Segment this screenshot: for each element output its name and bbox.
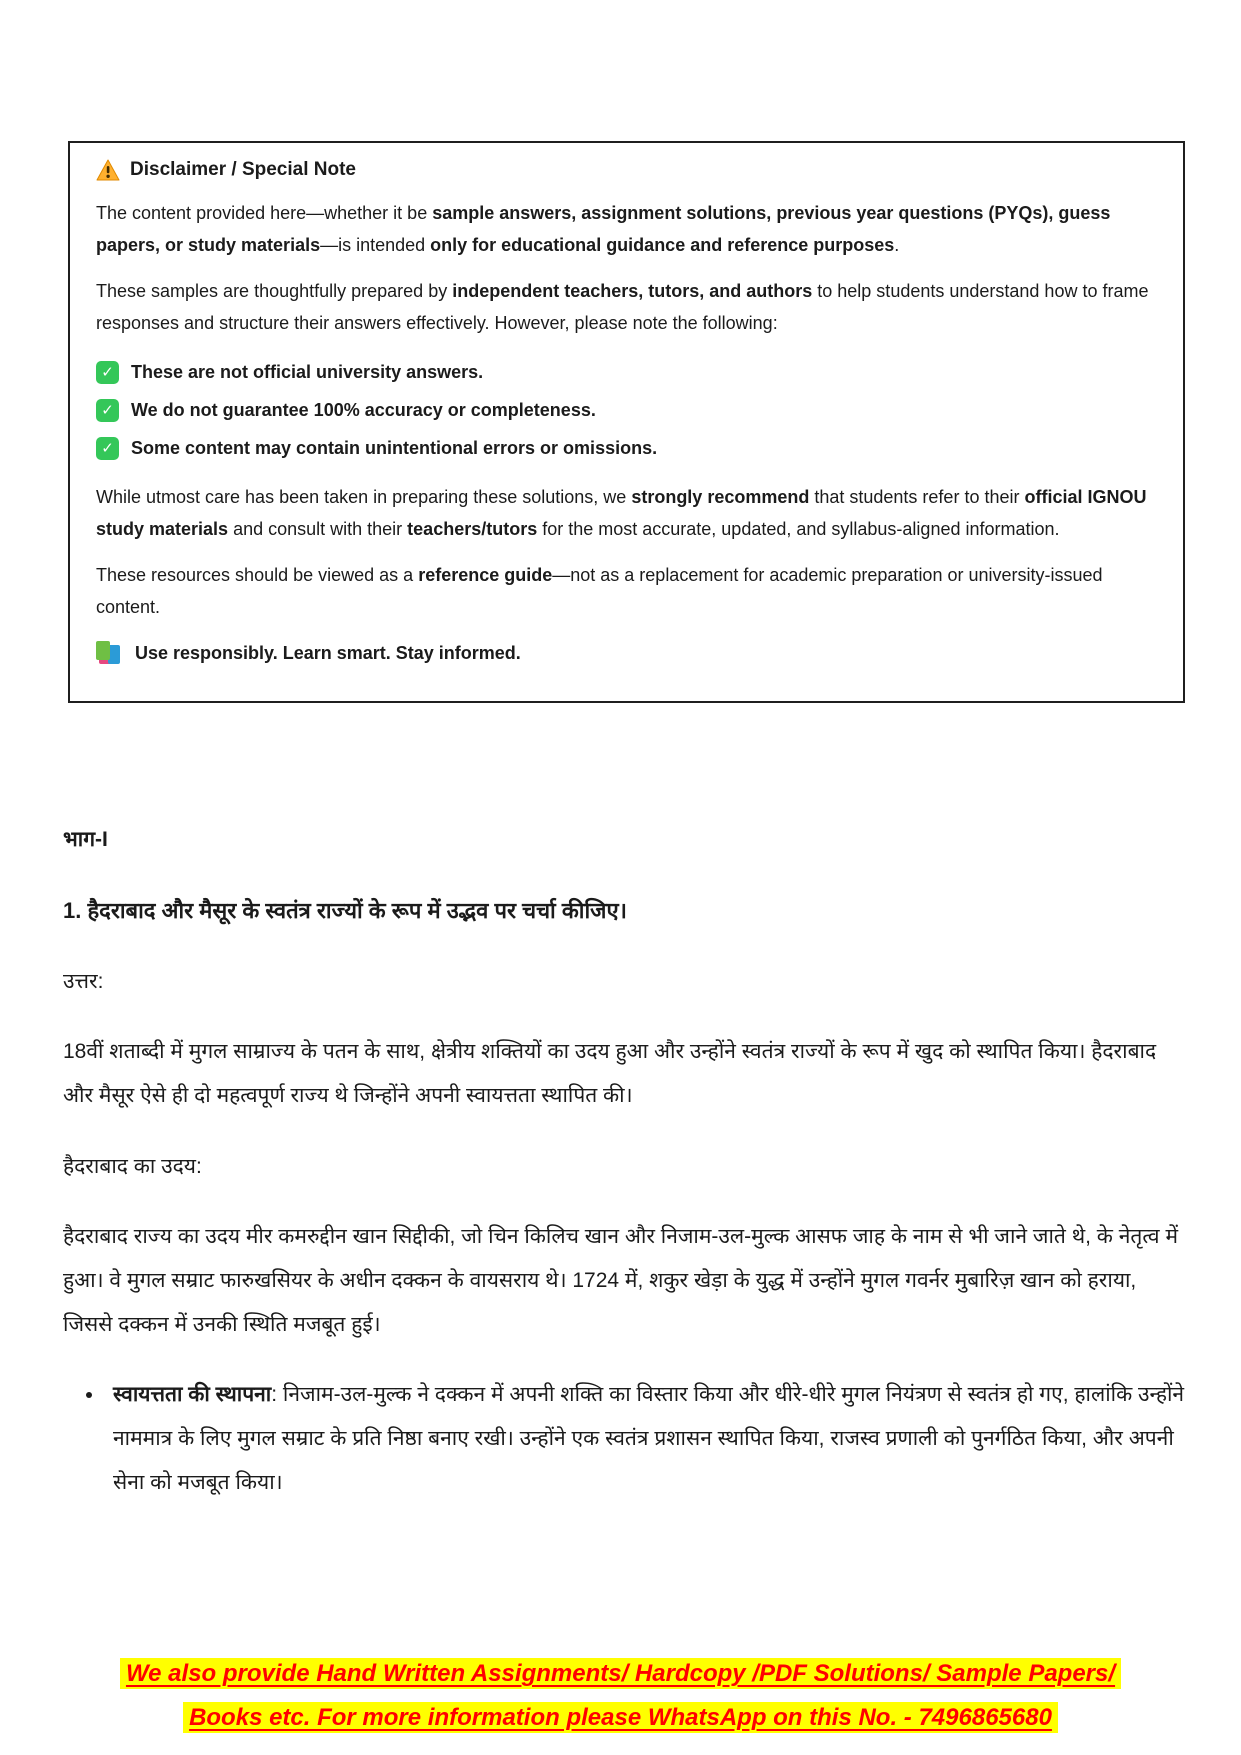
disclaimer-title-row — [96, 159, 1157, 181]
disclaimer-paragraph-2: These samples are thoughtfully prepared by independent teachers, tutors, and authors to help students understand how to frame responses and structure their answers effectively. However, please note the following: — [96, 281, 1149, 333]
promo-banner-line-1: We also provide Hand Written Assignments/ Hardcopy /PDF Solutions/ Sample Papers/ — [120, 1658, 1121, 1689]
section-label: भाग-I — [63, 828, 108, 851]
disclaimer-box — [68, 141, 1185, 703]
disclaimer-paragraph-4: These resources should be viewed as a reference guide—not as a replacement for academic preparation or university-issued content. — [96, 565, 1103, 617]
disclaimer-paragraph-1: The content provided here—whether it be sample answers, assignment solutions, previous year questions (PYQs), guess papers, or study materials—is intended only for educational guidance and reference purposes. — [96, 203, 1111, 255]
check-icon: ✓ — [96, 399, 119, 422]
promo-banner-line-2: Books etc. For more information please WhatsApp on this No. - 7496865680 — [183, 1702, 1058, 1733]
disclaimer-footer — [96, 641, 1157, 666]
check-icon: ✓ — [96, 437, 119, 460]
disclaimer-checklist — [96, 353, 1157, 467]
checklist-item — [96, 353, 1157, 391]
answer-label: उत्तर: — [63, 970, 104, 994]
promo-banner — [0, 1652, 1241, 1740]
warning-icon — [96, 159, 120, 181]
answer-paragraph-1: 18वीं शताब्दी में मुगल साम्राज्य के पतन के साथ, क्षेत्रीय शक्तियों का उदय हुआ और उन्होंने स्वतंत्र राज्यों के रूप में खुद को स्थापित किया। हैदराबाद और मैसूर ऐसे ही दो महत्वपूर्ण राज्य थे जिन्होंने अपनी स्वायत्तता स्थापित की। — [63, 1040, 1157, 1108]
answer-bullet-list — [63, 1373, 1185, 1505]
checklist-item-text: We do not guarantee 100% accuracy or completeness. — [131, 399, 596, 420]
checklist-item — [96, 391, 1157, 429]
checklist-item — [96, 429, 1157, 467]
books-icon — [96, 641, 123, 666]
bullet-item-autonomy: • स्वायत्तता की स्थापना: निजाम-उल-मुल्क ने दक्कन में अपनी शक्ति का विस्तार किया और धीरे-धीरे मुगल नियंत्रण से स्वतंत्र हो गए, हालांकि उन्होंने नाममात्र के लिए मुगल सम्राट के प्रति निष्ठा बनाए रखी। उन्होंने एक स्वतंत्र प्रशासन स्थापित किया, राजस्व प्रणाली को पुनर्गठित किया, और अपनी सेना को मजबूत किया। — [105, 1373, 1185, 1505]
disclaimer-paragraph-3: While utmost care has been taken in preparing these solutions, we strongly recommend that students refer to their official IGNOU study materials and consult with their teachers/tutors for the most accurate, updated, and syllabus-aligned information. — [96, 487, 1147, 539]
checklist-item-text: These are not official university answers. — [131, 361, 484, 382]
disclaimer-footer-text: Use responsibly. Learn smart. Stay informed. — [135, 643, 521, 663]
sub-heading-hyderabad: हैदराबाद का उदय: — [63, 1154, 202, 1178]
disclaimer-title: Disclaimer / Special Note — [130, 159, 356, 180]
answer-paragraph-2: हैदराबाद राज्य का उदय मीर कमरुद्दीन खान सिद्दीकी, जो चिन किलिच खान और निजाम-उल-मुल्क आसफ जाह के नाम से भी जाने जाते थे, के नेतृत्व में हुआ। वे मुगल सम्राट फारुखसियर के अधीन दक्कन के वायसराय थे। 1724 में, शकुर खेड़ा के युद्ध में उन्होंने मुगल गवर्नर मुबारिज़ खान को हराया, जिससे दक्कन में उनकी स्थिति मजबूत हुई। — [63, 1224, 1179, 1336]
question-heading: 1. हैदराबाद और मैसूर के स्वतंत्र राज्यों के रूप में उद्भव पर चर्चा कीजिए। — [63, 898, 627, 924]
checklist-item-text: Some content may contain unintentional errors or omissions. — [131, 437, 658, 458]
check-icon: ✓ — [96, 361, 119, 384]
answer-content — [63, 818, 1185, 1505]
